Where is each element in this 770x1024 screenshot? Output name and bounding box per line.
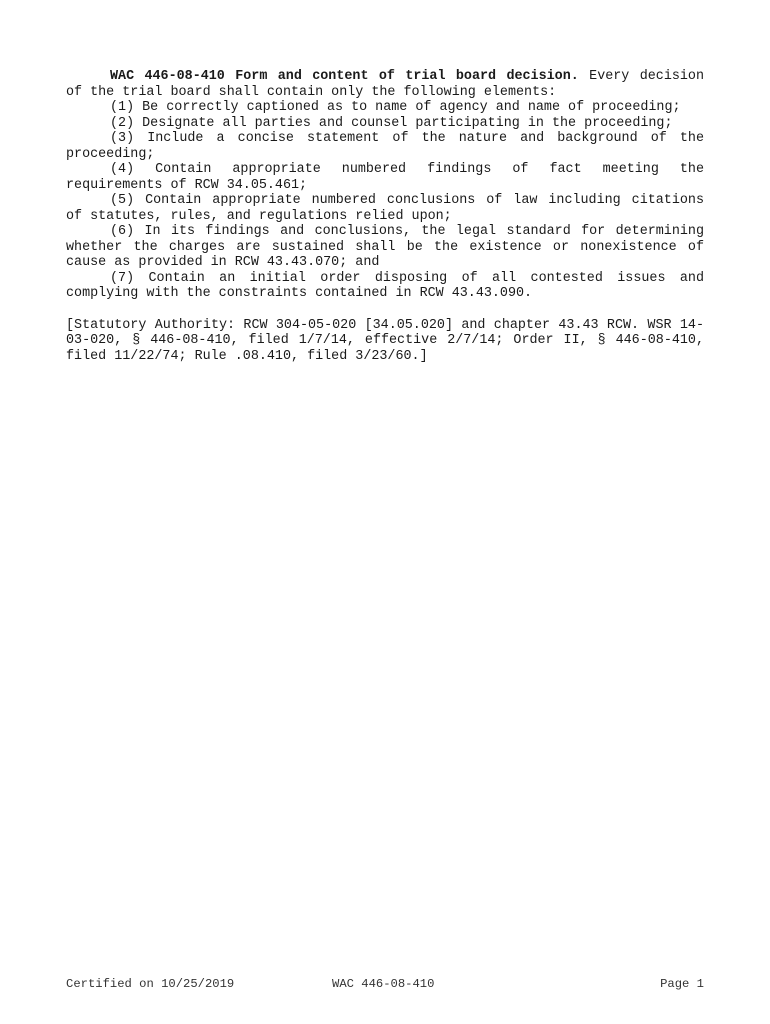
certified-date: Certified on 10/25/2019 — [66, 977, 235, 991]
list-item: (1) Be correctly captioned as to name of agency and name of proceeding; — [110, 100, 681, 115]
document-body — [66, 69, 704, 364]
page-footer — [66, 976, 704, 992]
list-item: (4) Contain appropriate numbered findings of fact meeting the requirements of RCW 34.05.461; — [66, 162, 704, 193]
section-title: WAC 446-08-410 Form and content of trial board decision. — [110, 69, 579, 84]
footer-citation: WAC 446-08-410 — [332, 977, 435, 991]
page-number: Page 1 — [660, 977, 704, 991]
list-item: (5) Contain appropriate numbered conclusions of law including citations of statutes, rules, and regulations relied upon; — [66, 193, 704, 224]
statutory-history: [Statutory Authority: RCW 304-05-020 [34.05.020] and chapter 43.43 RCW. WSR 14-03-020, § 446-08-410, filed 1/7/14, effective 2/7/14; Order II, § 446-08-410, filed 11/22/74; Rule .08.410, filed 3/23/60.] — [66, 317, 704, 364]
list-item: (2) Designate all parties and counsel participating in the proceeding; — [110, 115, 673, 131]
section-intro: Every decision of the trial board shall contain only the following elements: — [66, 69, 705, 100]
list-item: (3) Include a concise statement of the nature and background of the proceeding; — [66, 131, 704, 162]
list-item: (7) Contain an initial order disposing of all contested issues and complying with the constraints contained in RCW 43.43.090. — [66, 270, 704, 301]
list-item: (6) In its findings and conclusions, the legal standard for determining whether the charges are sustained shall be the existence or nonexistence of cause as provided in RCW 43.43.070; and — [66, 224, 704, 270]
section-heading-paragraph — [66, 69, 704, 100]
